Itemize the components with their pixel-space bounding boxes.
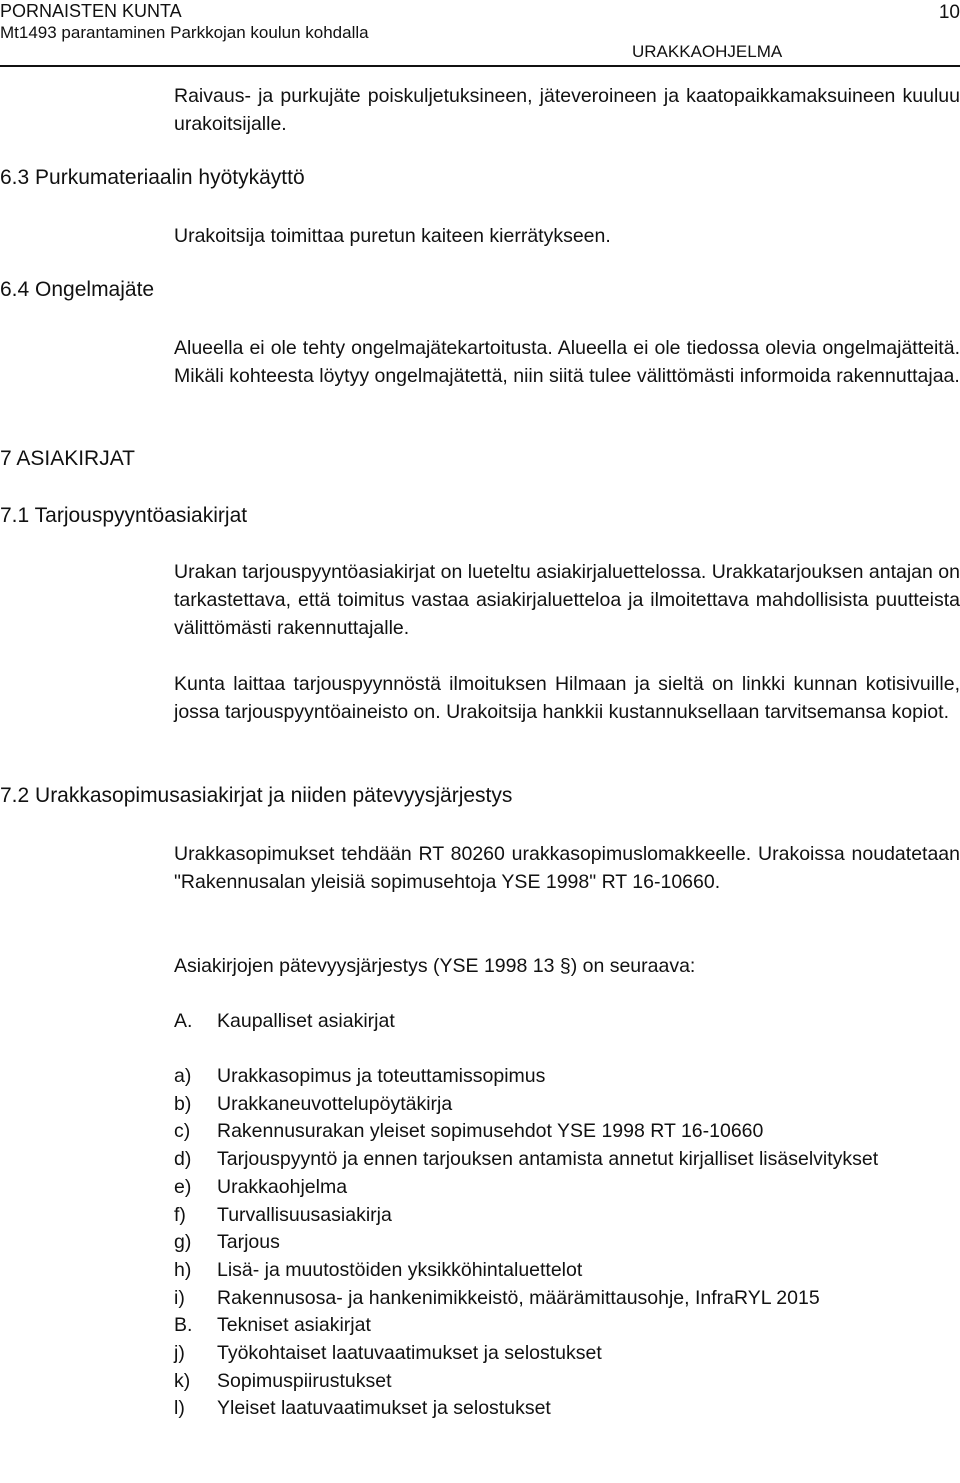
list-item bbox=[174, 1368, 960, 1396]
list-item bbox=[174, 1257, 960, 1285]
intro-paragraph: Raivaus- ja purkujäte poiskuljetuksineen, jäteveroineen ja kaatopaikkamaksuineen kuuluu urakoitsijalle. bbox=[174, 85, 960, 135]
list-item-label: k) bbox=[174, 1369, 191, 1392]
list-item-text: Turvallisuusasiakirja bbox=[217, 1203, 392, 1226]
paragraph-7-1-b: Kunta laittaa tarjouspyynnöstä ilmoituksen Hilmaan ja sieltä on linkki kunnan kotisivuille, jossa tarjouspyyntöaineisto on. Urakoitsija hankkii kustannuksellaan tarvitsemansa kopiot. bbox=[174, 673, 960, 723]
list-item-text: Työkohtaiset laatuvaatimukset ja selostukset bbox=[217, 1342, 602, 1365]
heading-7: 7 ASIAKIRJAT bbox=[0, 447, 135, 470]
list-item-label: i) bbox=[174, 1286, 185, 1309]
list-item-text: Tarjous bbox=[217, 1231, 280, 1254]
group-a-heading bbox=[174, 1007, 960, 1035]
document-title: URAKKAOHJELMA bbox=[632, 42, 783, 61]
list-item-text: Tarjouspyyntö ja ennen tarjouksen antamista annetut kirjalliset lisäselvitykset bbox=[217, 1148, 879, 1171]
page-header bbox=[0, 0, 369, 44]
list-item-text: Urakkasopimus ja toteuttamissopimus bbox=[217, 1065, 546, 1087]
paragraph-7-2-a: Urakkasopimukset tehdään RT 80260 urakkasopimuslomakkeelle. Urakoissa noudatetaan "Rakennusalan yleisiä sopimusehtoja YSE 1998" RT 16-10660. bbox=[174, 843, 960, 893]
list-item-label: j) bbox=[174, 1342, 185, 1365]
project-name: Mt1493 parantaminen Parkkojan koulun kohdalla bbox=[0, 23, 369, 42]
paragraph-6-4: Alueella ei ole tehty ongelmajätekartoitusta. Alueella ei ole tiedossa olevia ongelmajätteitä. Mikäli kohteesta löytyy ongelmajätettä, niin siitä tulee välittömästi informoida rakennuttajaa. bbox=[174, 337, 960, 387]
list-item-text: Rakennusurakan yleiset sopimusehdot YSE 1998 RT 16-10660 bbox=[217, 1120, 764, 1143]
list-item bbox=[174, 1174, 960, 1202]
paragraph-7-1-a: Urakan tarjouspyyntöasiakirjat on lueteltu asiakirjaluettelossa. Urakkatarjouksen antajan on tarkastettava, että toimitus vastaa asiakirjaluetteloa ja ilmoitettava mahdollisista puutteista välittömästi rakennuttajalle. bbox=[174, 561, 960, 639]
list-item bbox=[174, 1229, 960, 1257]
heading-7-2: 7.2 Urakkasopimusasiakirjat ja niiden pätevyysjärjestys bbox=[0, 784, 513, 807]
list-item-label: h) bbox=[174, 1258, 192, 1281]
list-item-text: Tekniset asiakirjat bbox=[217, 1314, 371, 1337]
page-number: 10 bbox=[938, 2, 960, 23]
list-item-label: d) bbox=[174, 1148, 192, 1171]
paragraph-7-2-b: Asiakirjojen pätevyysjärjestys (YSE 1998 13 §) on seuraava: bbox=[174, 955, 696, 977]
heading-6-3: 6.3 Purkumateriaalin hyötykäyttö bbox=[0, 166, 305, 189]
list-item-text: Yleiset laatuvaatimukset ja selostukset bbox=[217, 1397, 551, 1420]
list-item-label: b) bbox=[174, 1092, 192, 1115]
group-a-label: A. bbox=[174, 1010, 193, 1032]
list-item-text: Sopimuspiirustukset bbox=[217, 1369, 392, 1392]
paragraph-6-3: Urakoitsija toimittaa puretun kaiteen kierrätykseen. bbox=[174, 225, 611, 247]
list-item bbox=[174, 1118, 960, 1146]
list-item bbox=[174, 1091, 960, 1119]
list-item bbox=[174, 1340, 960, 1368]
list-item-label: e) bbox=[174, 1175, 192, 1198]
list-item-label: B. bbox=[174, 1314, 193, 1337]
list-item bbox=[174, 1312, 960, 1340]
list-item bbox=[174, 1202, 960, 1230]
list-item bbox=[174, 1063, 960, 1091]
list-item-label: g) bbox=[174, 1231, 192, 1254]
list-item bbox=[174, 1146, 960, 1174]
list-item-label: f) bbox=[174, 1203, 186, 1226]
list-item-text: Rakennusosa- ja hankenimikkeistö, määrämittausohje, InfraRYL 2015 bbox=[217, 1286, 820, 1309]
heading-6-4: 6.4 Ongelmajäte bbox=[0, 278, 155, 301]
list-item-label: c) bbox=[174, 1120, 191, 1143]
list-item bbox=[174, 1285, 960, 1313]
list-item-label: l) bbox=[174, 1397, 185, 1420]
list-item-label: a) bbox=[174, 1065, 192, 1087]
group-a-title: Kaupalliset asiakirjat bbox=[217, 1010, 395, 1032]
list-item bbox=[174, 1395, 960, 1423]
list-item-text: Urakkaohjelma bbox=[217, 1175, 348, 1198]
header-divider bbox=[0, 65, 960, 67]
document-priority-list bbox=[174, 1063, 960, 1423]
organization-name: PORNAISTEN KUNTA bbox=[0, 1, 182, 21]
heading-7-1: 7.1 Tarjouspyyntöasiakirjat bbox=[0, 504, 248, 527]
list-item-text: Urakkaneuvottelupöytäkirja bbox=[217, 1092, 453, 1115]
list-item-text: Lisä- ja muutostöiden yksikköhintaluettelot bbox=[217, 1258, 583, 1281]
